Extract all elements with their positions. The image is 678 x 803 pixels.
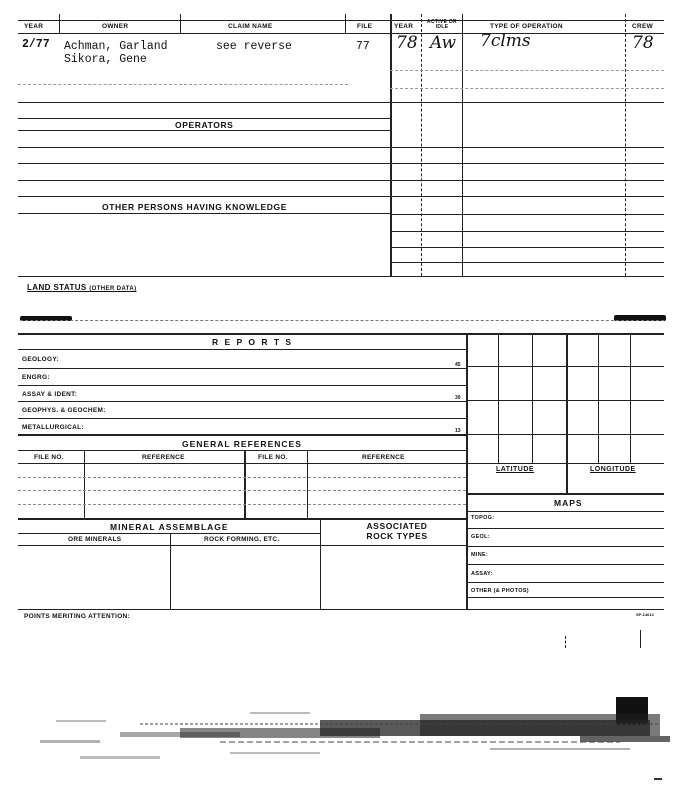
reports-metallurgical-label: METALLURGICAL: bbox=[22, 424, 84, 431]
header-bottom-rule bbox=[18, 33, 664, 34]
maps-assay-label: ASSAY: bbox=[471, 571, 493, 577]
rule bbox=[390, 88, 664, 89]
rule bbox=[466, 597, 664, 598]
rule bbox=[18, 102, 664, 103]
reports-geology-number: 45 bbox=[455, 362, 461, 368]
rule bbox=[598, 333, 599, 463]
rule bbox=[18, 368, 466, 369]
rule bbox=[170, 533, 171, 609]
rule bbox=[390, 247, 664, 248]
rule bbox=[466, 582, 664, 583]
col-year-header: YEAR bbox=[24, 23, 44, 30]
rule bbox=[307, 450, 308, 518]
rule bbox=[244, 450, 246, 518]
handwritten-year: 78 bbox=[396, 33, 418, 53]
mineral-assemblage-heading: MINERAL ASSEMBLAGE bbox=[110, 522, 229, 532]
reports-engrg-label: ENGRG: bbox=[22, 374, 50, 381]
record-claim-name: see reverse bbox=[216, 40, 292, 53]
rule bbox=[18, 385, 466, 386]
rule bbox=[466, 546, 664, 547]
other-persons-heading: OTHER PERSONS HAVING KNOWLEDGE bbox=[102, 202, 288, 212]
maps-heading: MAPS bbox=[554, 498, 583, 508]
rule bbox=[18, 196, 664, 197]
rule bbox=[18, 533, 320, 534]
refs-reference-header-2: REFERENCE bbox=[362, 454, 405, 461]
col-type-operation-header: TYPE OF OPERATION bbox=[490, 23, 563, 30]
reports-assay-label: ASSAY & IDENT: bbox=[22, 391, 78, 398]
latitude-label: LATITUDE bbox=[496, 466, 535, 473]
rule bbox=[320, 518, 321, 609]
scan-mark bbox=[654, 778, 662, 780]
rule bbox=[18, 463, 466, 464]
rule bbox=[390, 231, 664, 232]
rule bbox=[84, 450, 85, 518]
rule bbox=[466, 463, 664, 464]
handwritten-operation: 7clms bbox=[480, 31, 531, 51]
refs-file-no-header-2: FILE NO. bbox=[258, 454, 288, 461]
associated-rock-types-heading: ASSOCIATED ROCK TYPES bbox=[366, 521, 428, 541]
land-status-label: LAND STATUS bbox=[27, 283, 87, 292]
col-active-idle-header: ACTIVE OR IDLE bbox=[427, 19, 457, 30]
rock-forming-header: ROCK FORMING, ETC. bbox=[204, 536, 280, 543]
land-status-heading bbox=[27, 283, 137, 292]
col-crew-header: CREW bbox=[632, 23, 654, 30]
handwritten-crew: 78 bbox=[632, 33, 654, 53]
col-year2-header: YEAR bbox=[394, 23, 414, 30]
form-code: SP-14612 bbox=[636, 612, 654, 617]
rule bbox=[18, 450, 466, 451]
longitude-label: LONGITUDE bbox=[590, 466, 636, 473]
record-year: 2/77 bbox=[22, 38, 50, 51]
right-block-divider bbox=[390, 14, 392, 276]
rule bbox=[18, 276, 664, 277]
record-file: 77 bbox=[356, 40, 370, 53]
general-references-heading: GENERAL REFERENCES bbox=[182, 439, 302, 449]
col-file-header: FILE bbox=[357, 23, 373, 30]
maps-geol-label: GEOL: bbox=[471, 534, 490, 540]
rule bbox=[466, 493, 664, 495]
rule bbox=[532, 333, 533, 463]
land-status-sublabel: (OTHER DATA) bbox=[89, 286, 137, 292]
rule bbox=[462, 14, 463, 276]
rule bbox=[18, 434, 466, 436]
rule bbox=[18, 518, 466, 520]
rule bbox=[466, 434, 664, 435]
rule bbox=[18, 118, 390, 119]
rule bbox=[390, 262, 664, 263]
rule bbox=[345, 14, 346, 33]
rule bbox=[18, 418, 466, 419]
rule bbox=[18, 504, 466, 505]
rule bbox=[466, 400, 664, 401]
rule bbox=[18, 213, 390, 214]
record-owner-1: Achman, Garland bbox=[64, 40, 168, 53]
header-top-rule bbox=[18, 20, 664, 21]
points-meriting-attention-label: POINTS MERITING ATTENTION: bbox=[24, 613, 131, 620]
reports-geophys-label: GEOPHYS. & GEOCHEM: bbox=[22, 407, 106, 414]
scan-mark bbox=[640, 630, 641, 648]
rule bbox=[18, 180, 664, 181]
reports-metallurgical-number: 13 bbox=[455, 428, 461, 434]
rule bbox=[18, 609, 664, 610]
reports-heading: R E P O R T S bbox=[212, 337, 294, 347]
maps-mine-label: MINE: bbox=[471, 552, 489, 558]
rule bbox=[18, 349, 466, 350]
rule bbox=[59, 14, 60, 33]
col-owner-header: OWNER bbox=[102, 23, 129, 30]
rule bbox=[466, 511, 664, 512]
refs-file-no-header-1: FILE NO. bbox=[34, 454, 64, 461]
lower-right-divider bbox=[466, 333, 468, 609]
rule bbox=[566, 333, 568, 493]
rule bbox=[18, 130, 390, 131]
rule bbox=[18, 84, 348, 85]
rule bbox=[18, 401, 466, 402]
rule bbox=[466, 528, 664, 529]
rule bbox=[18, 147, 664, 148]
reports-geology-label: GEOLOGY: bbox=[22, 356, 59, 363]
rule bbox=[466, 564, 664, 565]
rule bbox=[18, 163, 664, 164]
scan-mark bbox=[565, 636, 566, 648]
rule bbox=[390, 214, 664, 215]
rule bbox=[18, 490, 466, 491]
scan-noise-band bbox=[20, 690, 670, 770]
refs-reference-header-1: REFERENCE bbox=[142, 454, 185, 461]
rule bbox=[625, 14, 626, 276]
operators-heading: OPERATORS bbox=[175, 120, 234, 130]
rule bbox=[20, 320, 664, 321]
rule bbox=[421, 14, 422, 276]
rule bbox=[498, 333, 499, 463]
maps-topog-label: TOPOG: bbox=[471, 515, 495, 521]
record-owner-2: Sikora, Gene bbox=[64, 53, 147, 66]
rule bbox=[18, 545, 466, 546]
reports-assay-number: 30 bbox=[455, 395, 461, 401]
rule bbox=[466, 366, 664, 367]
rule bbox=[630, 333, 631, 463]
rule bbox=[390, 70, 664, 71]
handwritten-active: Aw bbox=[430, 33, 457, 53]
col-claim-name-header: CLAIM NAME bbox=[228, 23, 273, 30]
maps-other-label: OTHER (& PHOTOS) bbox=[471, 588, 529, 594]
rule bbox=[180, 14, 181, 33]
rule bbox=[18, 477, 466, 478]
ore-minerals-header: ORE MINERALS bbox=[68, 536, 122, 543]
